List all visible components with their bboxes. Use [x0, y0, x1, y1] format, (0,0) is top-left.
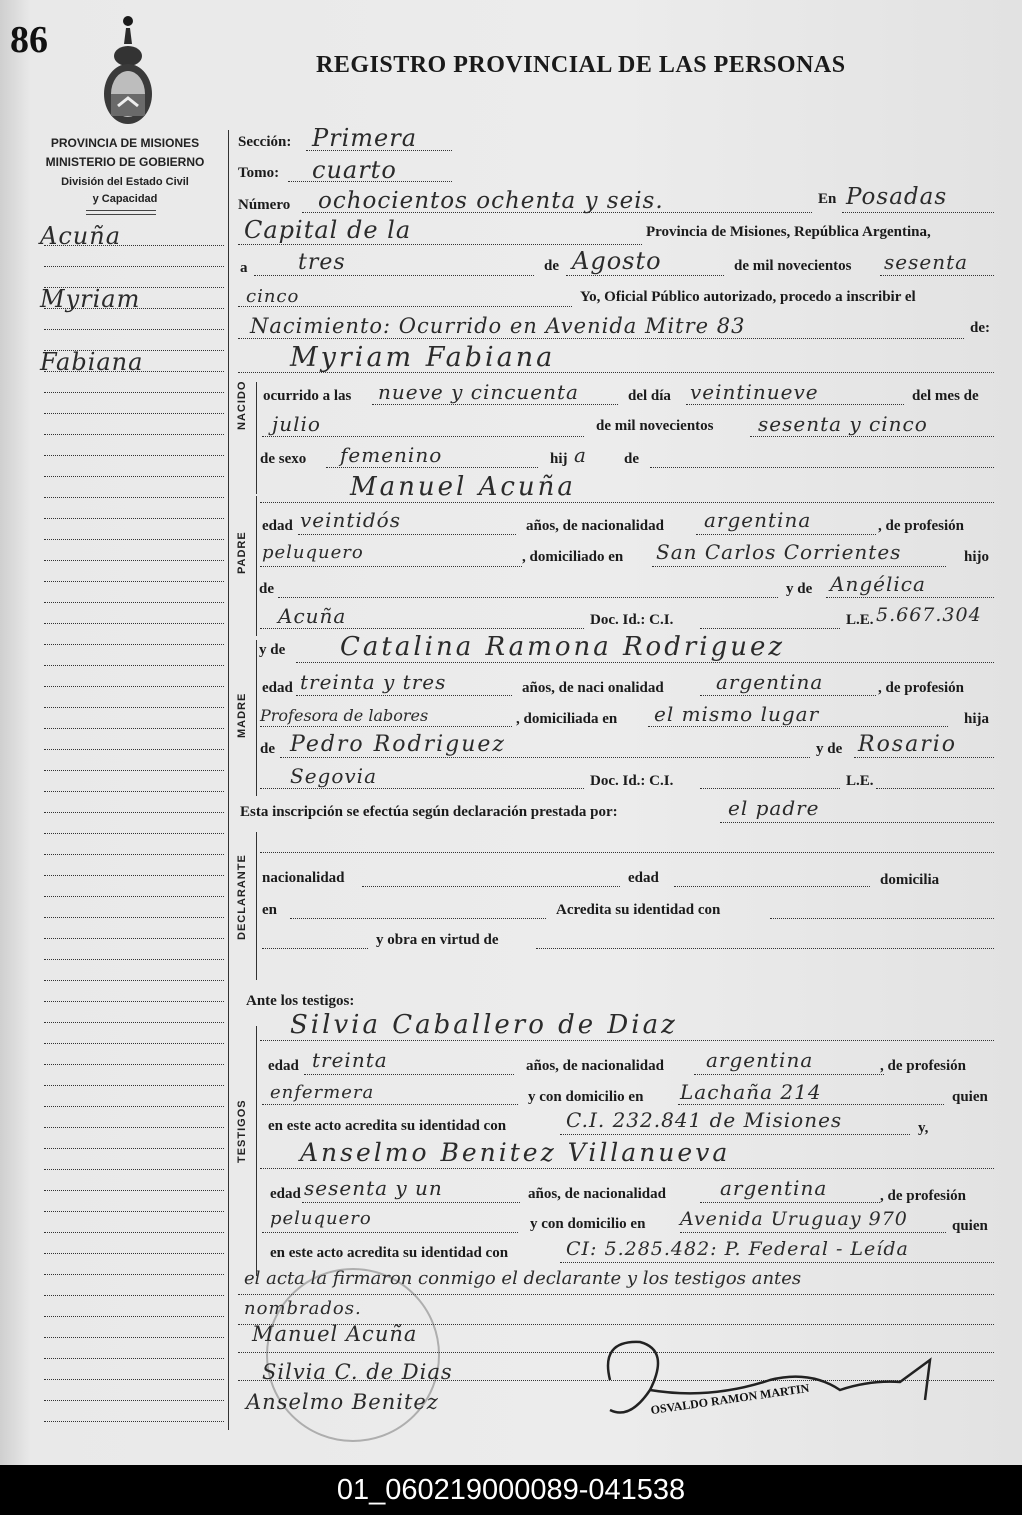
closing-line-1: el acta la firmaron conmigo el declarante y los testigos antes: [244, 1268, 802, 1289]
margin-rule: [44, 1295, 224, 1296]
margin-rule: [44, 476, 224, 477]
margin-rule: [44, 1169, 224, 1170]
margin-rule: [44, 896, 224, 897]
official-signature-icon: [570, 1320, 950, 1440]
testigo2-name: Anselmo Benitez Villanueva: [300, 1138, 731, 1167]
madre-madre-name: Rosario: [858, 732, 958, 757]
provincia-text: Provincia de Misiones, República Argentina,: [646, 224, 931, 240]
margin-rule: [44, 917, 224, 918]
declarante-acredita-label: Acredita su identidad con: [556, 902, 721, 918]
declaracion-por: el padre: [728, 796, 820, 820]
madre-prof-label: , de profesión: [878, 680, 964, 696]
margin-rule: [44, 392, 224, 393]
ministry-header: MINISTERIO DE GOBIERNO: [45, 155, 205, 169]
margin-rule: [44, 560, 224, 561]
padre-nacionalidad: argentina: [704, 508, 812, 532]
place-value: Capital de la: [244, 216, 412, 244]
madre-edad: treinta y tres: [300, 670, 447, 694]
division-header: División del Estado Civil: [61, 176, 189, 188]
image-id-footer: 01_060219000089-041538: [0, 1465, 1022, 1515]
padre-dom-label: , domiciliado en: [522, 549, 624, 565]
event-value: Nacimiento: Ocurrido en Avenida Mitre 83: [250, 314, 746, 338]
de-label: de: [544, 258, 559, 274]
madre-yde2-label: y de: [816, 741, 843, 757]
margin-rule: [44, 1001, 224, 1002]
testigo1-nac-label: años, de nacionalidad: [526, 1058, 664, 1074]
margin-surname: Acuña: [40, 222, 121, 250]
margin-rule: [44, 686, 224, 687]
margin-rule: [44, 518, 224, 519]
testigo1-prof-label: , de profesión: [880, 1058, 966, 1074]
testigo2-acredita-label: en este acto acredita su identidad con: [270, 1245, 509, 1261]
madre-yde-label: y de: [259, 642, 286, 658]
padre-madre-name: Angélica: [830, 572, 926, 596]
numero-label: Número: [238, 197, 291, 213]
margin-rule: [44, 1253, 224, 1254]
declarante-nac-label: nacionalidad: [262, 870, 345, 886]
day-value: tres: [298, 250, 346, 275]
en-label: En: [818, 191, 837, 207]
padre-domicilio: San Carlos Corrientes: [656, 540, 902, 564]
margin-rule: [44, 644, 224, 645]
margin-rule: [44, 770, 224, 771]
padre-edad: veintidós: [300, 508, 401, 532]
madre-profesion: Profesora de labores: [260, 706, 429, 725]
declarante-en-label: en: [262, 902, 277, 918]
padre-edad-label: edad: [262, 518, 293, 534]
padre-de-label: de: [259, 581, 274, 597]
padre-apellido: Acuña: [278, 604, 347, 628]
madre-le-label: L.E.: [846, 773, 874, 789]
padre-name: Manuel Acuña: [350, 472, 576, 502]
madre-edad-label: edad: [262, 680, 293, 696]
padre-profesion: peluquero: [262, 542, 364, 563]
testigo1-nac: argentina: [706, 1048, 814, 1072]
padre-hijo-label: hijo: [964, 549, 990, 565]
mes-label: del mes de: [912, 388, 979, 404]
margin-rule: [44, 812, 224, 813]
madre-de-label: de: [260, 741, 275, 757]
closing-line-2: nombrados.: [244, 1298, 362, 1319]
testigo2-nac-label: años, de nacionalidad: [528, 1186, 666, 1202]
margin-rule: [44, 581, 224, 582]
margin-rule: [44, 728, 224, 729]
testigo2-dom-label: y con domicilio en: [530, 1216, 646, 1232]
margin-rule: [44, 1337, 224, 1338]
margin-rule: [44, 413, 224, 414]
margin-rule: [44, 1274, 224, 1275]
year2-value: cinco: [246, 286, 300, 307]
yo-text: Yo, Oficial Público autorizado, procedo a inscribir el: [580, 289, 916, 305]
margin-rule: [44, 854, 224, 855]
margin-rule: [44, 833, 224, 834]
ocurrido-label: ocurrido a las: [263, 388, 352, 404]
madre-name: Catalina Ramona Rodriguez: [340, 632, 786, 662]
tomo-value: cuarto: [312, 156, 397, 184]
declarante-dom-label: domicilia: [880, 872, 940, 888]
signature-testigo2: Anselmo Benitez: [246, 1390, 439, 1414]
testigo1-dom-label: y con domicilio en: [528, 1089, 644, 1105]
margin-rule: [44, 1232, 224, 1233]
padre-nac-label: años, de nacionalidad: [526, 518, 664, 534]
madre-domicilio: el mismo lugar: [654, 702, 820, 726]
testigo1-quien: quien: [952, 1089, 988, 1105]
hij-suffix: a: [574, 443, 587, 467]
section-label-padre: PADRE: [236, 531, 248, 574]
testigo1-prof: enfermera: [270, 1082, 375, 1103]
sexo-value: femenino: [340, 443, 443, 467]
padre-prof-label: , de profesión: [878, 518, 964, 534]
margin-rule: [44, 791, 224, 792]
de-colon-label: de:: [970, 320, 990, 336]
signature-testigo1: Silvia C. de Dias: [262, 1360, 453, 1384]
testigo1-edad-label: edad: [268, 1058, 299, 1074]
testigo1-edad: treinta: [312, 1048, 388, 1072]
signature-padre: Manuel Acuña: [252, 1322, 418, 1346]
margin-first-name: Myriam: [40, 285, 141, 313]
coat-of-arms-icon: [96, 14, 160, 126]
declarante-obra-label: y obra en virtud de: [376, 932, 499, 948]
madre-nac-label: años, de naci onalidad: [522, 680, 664, 696]
year1-value: sesenta: [884, 250, 969, 274]
testigo2-dom: Avenida Uruguay 970: [680, 1208, 908, 1230]
testigo2-edad: sesenta y un: [304, 1176, 443, 1200]
declarante-edad-label: edad: [628, 870, 659, 886]
anio-label: de mil novecientos: [596, 418, 714, 434]
section-label-nacido: NACIDO: [236, 380, 248, 430]
margin-rule: [44, 434, 224, 435]
madre-dom-label: , domiciliada en: [516, 711, 618, 727]
testigo1-dom: Lachaña 214: [680, 1080, 822, 1104]
hour-value: nueve y cincuenta: [378, 380, 579, 404]
en-value: Posadas: [846, 184, 948, 210]
margin-rule: [44, 1190, 224, 1191]
testigo2-edad-label: edad: [270, 1186, 301, 1202]
margin-rule: [44, 980, 224, 981]
anio-value: sesenta y cinco: [758, 412, 928, 436]
madre-apellido: Segovia: [290, 764, 377, 788]
margin-rule: [44, 602, 224, 603]
margin-rule: [44, 749, 224, 750]
margin-rule: [44, 539, 224, 540]
hij-de-label: de: [624, 451, 639, 467]
margin-rule: [44, 1211, 224, 1212]
padre-le-value: 5.667.304: [876, 604, 982, 626]
seccion-label: Sección:: [238, 134, 292, 150]
padre-le-label: L.E.: [846, 612, 874, 628]
section-label-madre: MADRE: [236, 692, 248, 738]
madre-doc-label: Doc. Id.: C.I.: [590, 773, 674, 789]
seccion-value: Primera: [312, 124, 418, 152]
sexo-label: de sexo: [260, 451, 307, 467]
padre-doc-label: Doc. Id.: C.I.: [590, 612, 674, 628]
margin-rule: [44, 1379, 224, 1380]
official-stamp: OSVALDO RAMON MARTIN: [649, 1380, 811, 1418]
declaracion-text: Esta inscripción se efectúa según declaración prestada por:: [240, 804, 618, 820]
section-label-testigos: TESTIGOS: [236, 1099, 248, 1163]
margin-rule: [44, 1127, 224, 1128]
document-title: REGISTRO PROVINCIAL DE LAS PERSONAS: [316, 52, 846, 78]
child-name: Myriam Fabiana: [290, 342, 556, 373]
tomo-label: Tomo:: [238, 165, 280, 181]
margin-rule: [44, 938, 224, 939]
testigo2-doc: CI: 5.285.482: P. Federal - Leída: [566, 1238, 909, 1260]
margin-rule: [44, 1316, 224, 1317]
mil-label: de mil novecientos: [734, 258, 852, 274]
testigos-ante: Ante los testigos:: [246, 993, 355, 1009]
margin-rule: [44, 1421, 224, 1422]
testigo2-prof: peluquero: [270, 1208, 372, 1229]
testigo2-quien: quien: [952, 1218, 988, 1234]
margin-rule: [44, 455, 224, 456]
margin-rule: [44, 1064, 224, 1065]
testigo1-y: y,: [918, 1120, 929, 1136]
margin-middle-name: Fabiana: [40, 348, 144, 376]
numero-value: ochocientos ochenta y seis.: [318, 188, 664, 214]
madre-hija-label: hija: [964, 711, 990, 727]
margin-rule: [44, 959, 224, 960]
testigo2-nac: argentina: [720, 1176, 828, 1200]
margin-rule: [44, 665, 224, 666]
margin-rule: [44, 266, 224, 267]
margin-rule: [44, 707, 224, 708]
month-value: Agosto: [572, 247, 662, 275]
margin-rule: [44, 1085, 224, 1086]
margin-rule: [44, 497, 224, 498]
province-header: PROVINCIA DE MISIONES: [50, 136, 200, 150]
margin-rule: [44, 1022, 224, 1023]
a-label: a: [240, 260, 248, 276]
padre-yde-label: y de: [786, 581, 813, 597]
margin-rule: [44, 1043, 224, 1044]
margin-rule: [44, 875, 224, 876]
margin-rule: [44, 1148, 224, 1149]
page-number: 86: [10, 19, 48, 61]
dia-label: del día: [628, 388, 671, 404]
margin-rule: [44, 623, 224, 624]
madre-nacionalidad: argentina: [716, 670, 824, 694]
mes-value: julio: [272, 412, 321, 436]
margin-rule: [44, 1106, 224, 1107]
madre-padre-name: Pedro Rodriguez: [290, 732, 506, 757]
testigo1-doc: C.I. 232.841 de Misiones: [566, 1108, 843, 1132]
dia-value: veintinueve: [690, 380, 819, 404]
margin-rule: [44, 329, 224, 330]
testigo1-acredita-label: en este acto acredita su identidad con: [268, 1118, 507, 1134]
testigo1-name: Silvia Caballero de Diaz: [290, 1010, 678, 1040]
testigo2-prof-label: , de profesión: [880, 1188, 966, 1204]
margin-rule: [44, 1400, 224, 1401]
civil-registry-seal: [266, 1268, 440, 1442]
margin-rule: [44, 1358, 224, 1359]
section-label-declarante: DECLARANTE: [236, 854, 248, 940]
capacity-header: y Capacidad: [92, 193, 158, 205]
hij-label: hij: [550, 451, 568, 467]
